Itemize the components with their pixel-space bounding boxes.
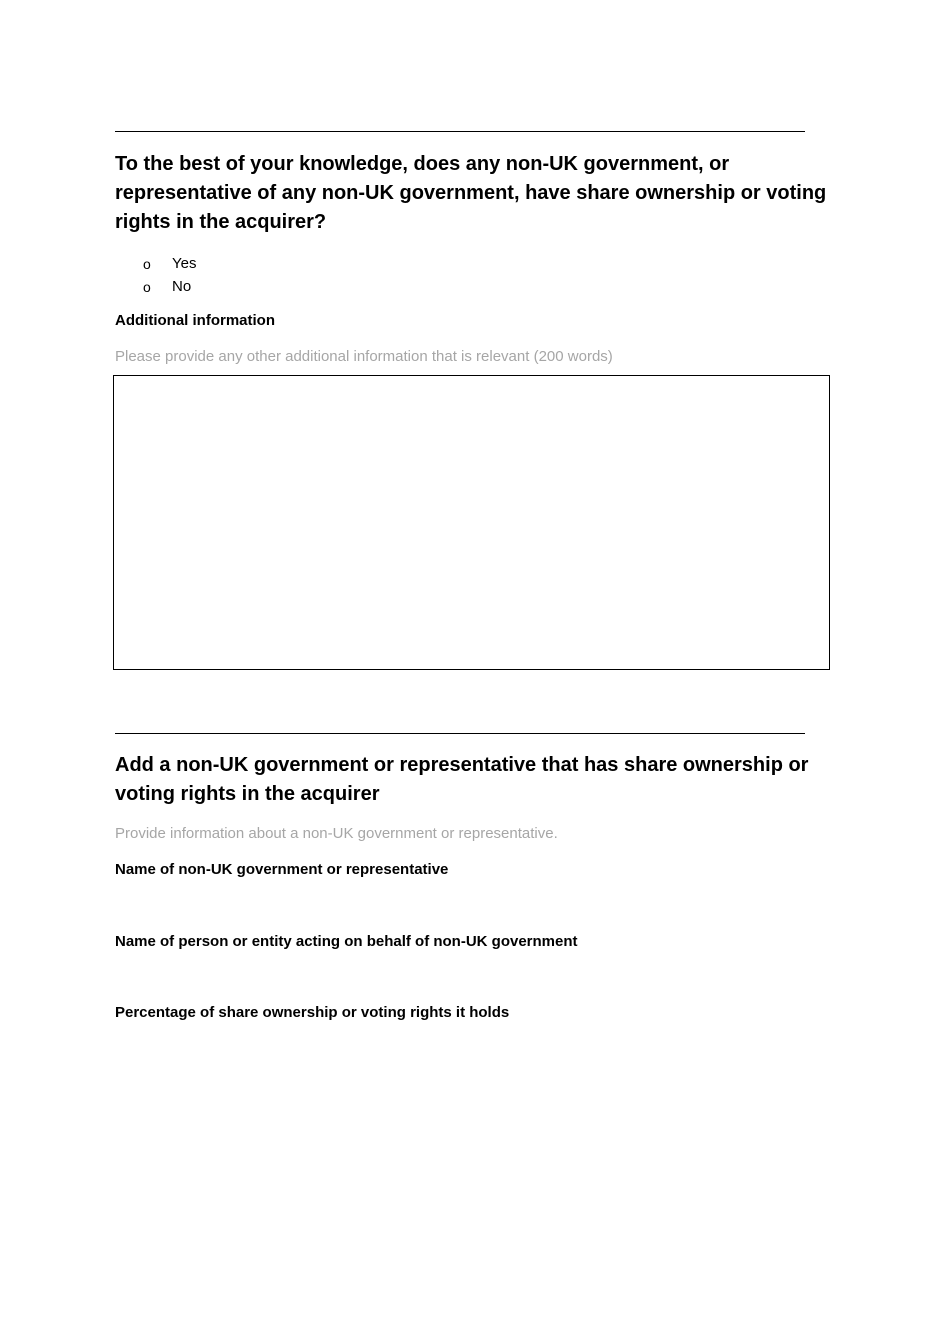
section-divider-bottom bbox=[115, 733, 805, 734]
option-no-label: No bbox=[172, 278, 192, 295]
ownership-percentage-label: Percentage of share ownership or voting rights it holds bbox=[115, 1004, 510, 1021]
option-no[interactable] bbox=[143, 275, 196, 298]
government-name-label: Name of non-UK government or representative bbox=[115, 861, 449, 878]
add-government-heading: Add a non-UK government or representative that has share ownership or voting rights in the acquirer bbox=[115, 754, 809, 805]
additional-information-label: Additional information bbox=[115, 312, 275, 329]
option-yes[interactable] bbox=[143, 252, 196, 275]
option-yes-label: Yes bbox=[172, 255, 197, 272]
acting-person-label: Name of person or entity acting on behalf of non-UK government bbox=[115, 933, 578, 950]
section-divider-top bbox=[115, 131, 805, 132]
radio-bullet-icon[interactable]: o bbox=[143, 278, 151, 295]
additional-information-textbox[interactable] bbox=[113, 375, 830, 670]
question-government-ownership: To the best of your knowledge, does any non-UK government, or representative of any non-UK government, have share ownership or voting rights in the acquirer? bbox=[115, 153, 827, 233]
ownership-options bbox=[143, 252, 196, 298]
radio-bullet-icon[interactable]: o bbox=[143, 255, 151, 272]
add-government-hint: Provide information about a non-UK government or representative. bbox=[115, 825, 558, 842]
additional-information-hint: Please provide any other additional information that is relevant (200 words) bbox=[115, 348, 613, 365]
